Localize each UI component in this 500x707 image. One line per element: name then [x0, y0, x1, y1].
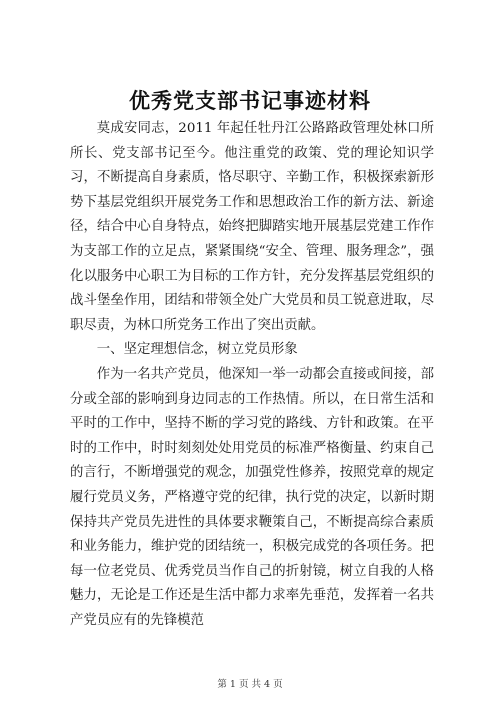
- document-body: [70, 117, 434, 633]
- intro-paragraph: 莫成安同志，2011 年起任牡丹江公路路政管理处林口所所长、党支部书记至今。他注重党的政策、党的理论知识学习，不断提高自身素质，恪尽职守、辛勤工作，积极探索新形势下基层党组织开展党务工作和思想政治工作的新方法、新途径，结合中心自身特点，始终把脚踏实地开展基层党建工作作为支部工作的立足点，紧紧围绕“安全、管理、服务理念”，强化以服务中心职工为目标的工作方针，充分发挥基层党组织的战斗堡垒作用，团结和带领全处广大党员和员工锐意进取，尽职尽责，为林口所党务工作出了突出贡献。: [70, 121, 434, 333]
- section-paragraph: 作为一名共产党员，他深知一举一动都会直接或间接，部分或全部的影响到身边同志的工作热情。所以，在日常生活和平时的工作中，坚持不断的学习党的路线、方针和政策。在平时的工作中，时时刻刻处处用党员的标准严格衡量、约束自己的言行，不断增强党的观念，加强党性修养，按照党章的规定履行党员义务，严格遵守党的纪律，执行党的决定，以新时期保持共产党员先进性的具体要求鞭策自己，不断提高综合素质和业务能力，维护党的团结统一，积极完成党的各项任务。把每一位老党员、优秀党员当作自己的折射镜，树立自我的人格魅力，无论是工作还是生活中都力求率先垂范，发挥着一名共产党员应有的先锋模范: [70, 366, 434, 628]
- page-footer: 第 1 页 共 4 页: [217, 679, 283, 690]
- document-title: 优秀党支部书记事迹材料: [129, 88, 371, 113]
- section-heading: 一、坚定理想信念，树立党员形象: [96, 342, 298, 358]
